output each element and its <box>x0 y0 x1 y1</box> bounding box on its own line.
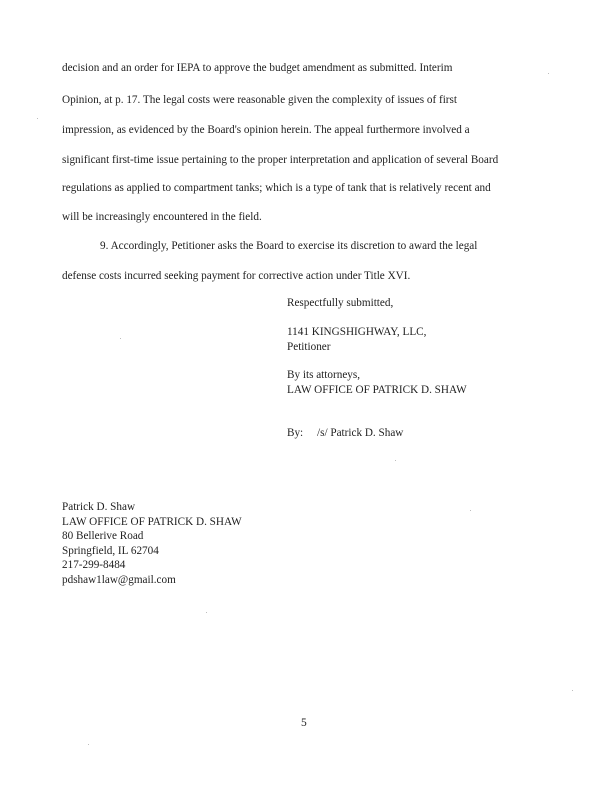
contact-address-line1: 80 Bellerive Road <box>62 530 144 542</box>
party-name: 1141 KINGSHIGHWAY, LLC, <box>287 326 427 338</box>
scan-speckle <box>206 612 207 613</box>
contact-block <box>62 500 242 587</box>
party-role: Petitioner <box>287 341 331 353</box>
body-line: will be increasingly encountered in the field. <box>62 211 262 223</box>
body-line: decision and an order for IEPA to approve the budget amendment as submitted. Interim <box>62 62 453 74</box>
contact-firm: LAW OFFICE OF PATRICK D. SHAW <box>62 515 242 528</box>
contact-phone: 217-299-8484 <box>62 559 126 571</box>
contact-address-line2: Springfield, IL 62704 <box>62 544 159 557</box>
scan-speckle <box>548 73 549 74</box>
body-line: 9. Accordingly, Petitioner asks the Board to exercise its discretion to award the legal <box>100 240 478 252</box>
body-line: defense costs incurred seeking payment for corrective action under Title XVI. <box>62 270 411 282</box>
page-number: 5 <box>301 717 307 729</box>
scan-speckle <box>395 460 396 461</box>
scan-speckle <box>120 338 121 339</box>
by-label: By: <box>287 427 304 439</box>
closing-phrase: Respectfully submitted, <box>287 297 394 309</box>
signature-line <box>287 428 403 439</box>
body-line: impression, as evidenced by the Board's opinion herein. The appeal furthermore involved a <box>62 124 470 136</box>
body-line: significant first-time issue pertaining to the proper interpretation and application of several Board <box>62 154 499 166</box>
scan-speckle <box>37 118 38 119</box>
contact-email[interactable]: pdshaw1law@gmail.com <box>62 573 176 586</box>
firm-name: LAW OFFICE OF PATRICK D. SHAW <box>287 384 467 396</box>
electronic-signature: /s/ Patrick D. Shaw <box>317 427 404 439</box>
attorneys-label: By its attorneys, <box>287 369 361 381</box>
scan-speckle <box>470 510 471 511</box>
contact-name: Patrick D. Shaw <box>62 501 136 513</box>
scan-speckle <box>88 744 89 745</box>
body-line: Opinion, at p. 17. The legal costs were reasonable given the complexity of issues of first <box>62 94 457 106</box>
scan-speckle <box>572 690 573 691</box>
body-line: regulations as applied to compartment tanks; which is a type of tank that is relatively recent and <box>62 182 491 194</box>
